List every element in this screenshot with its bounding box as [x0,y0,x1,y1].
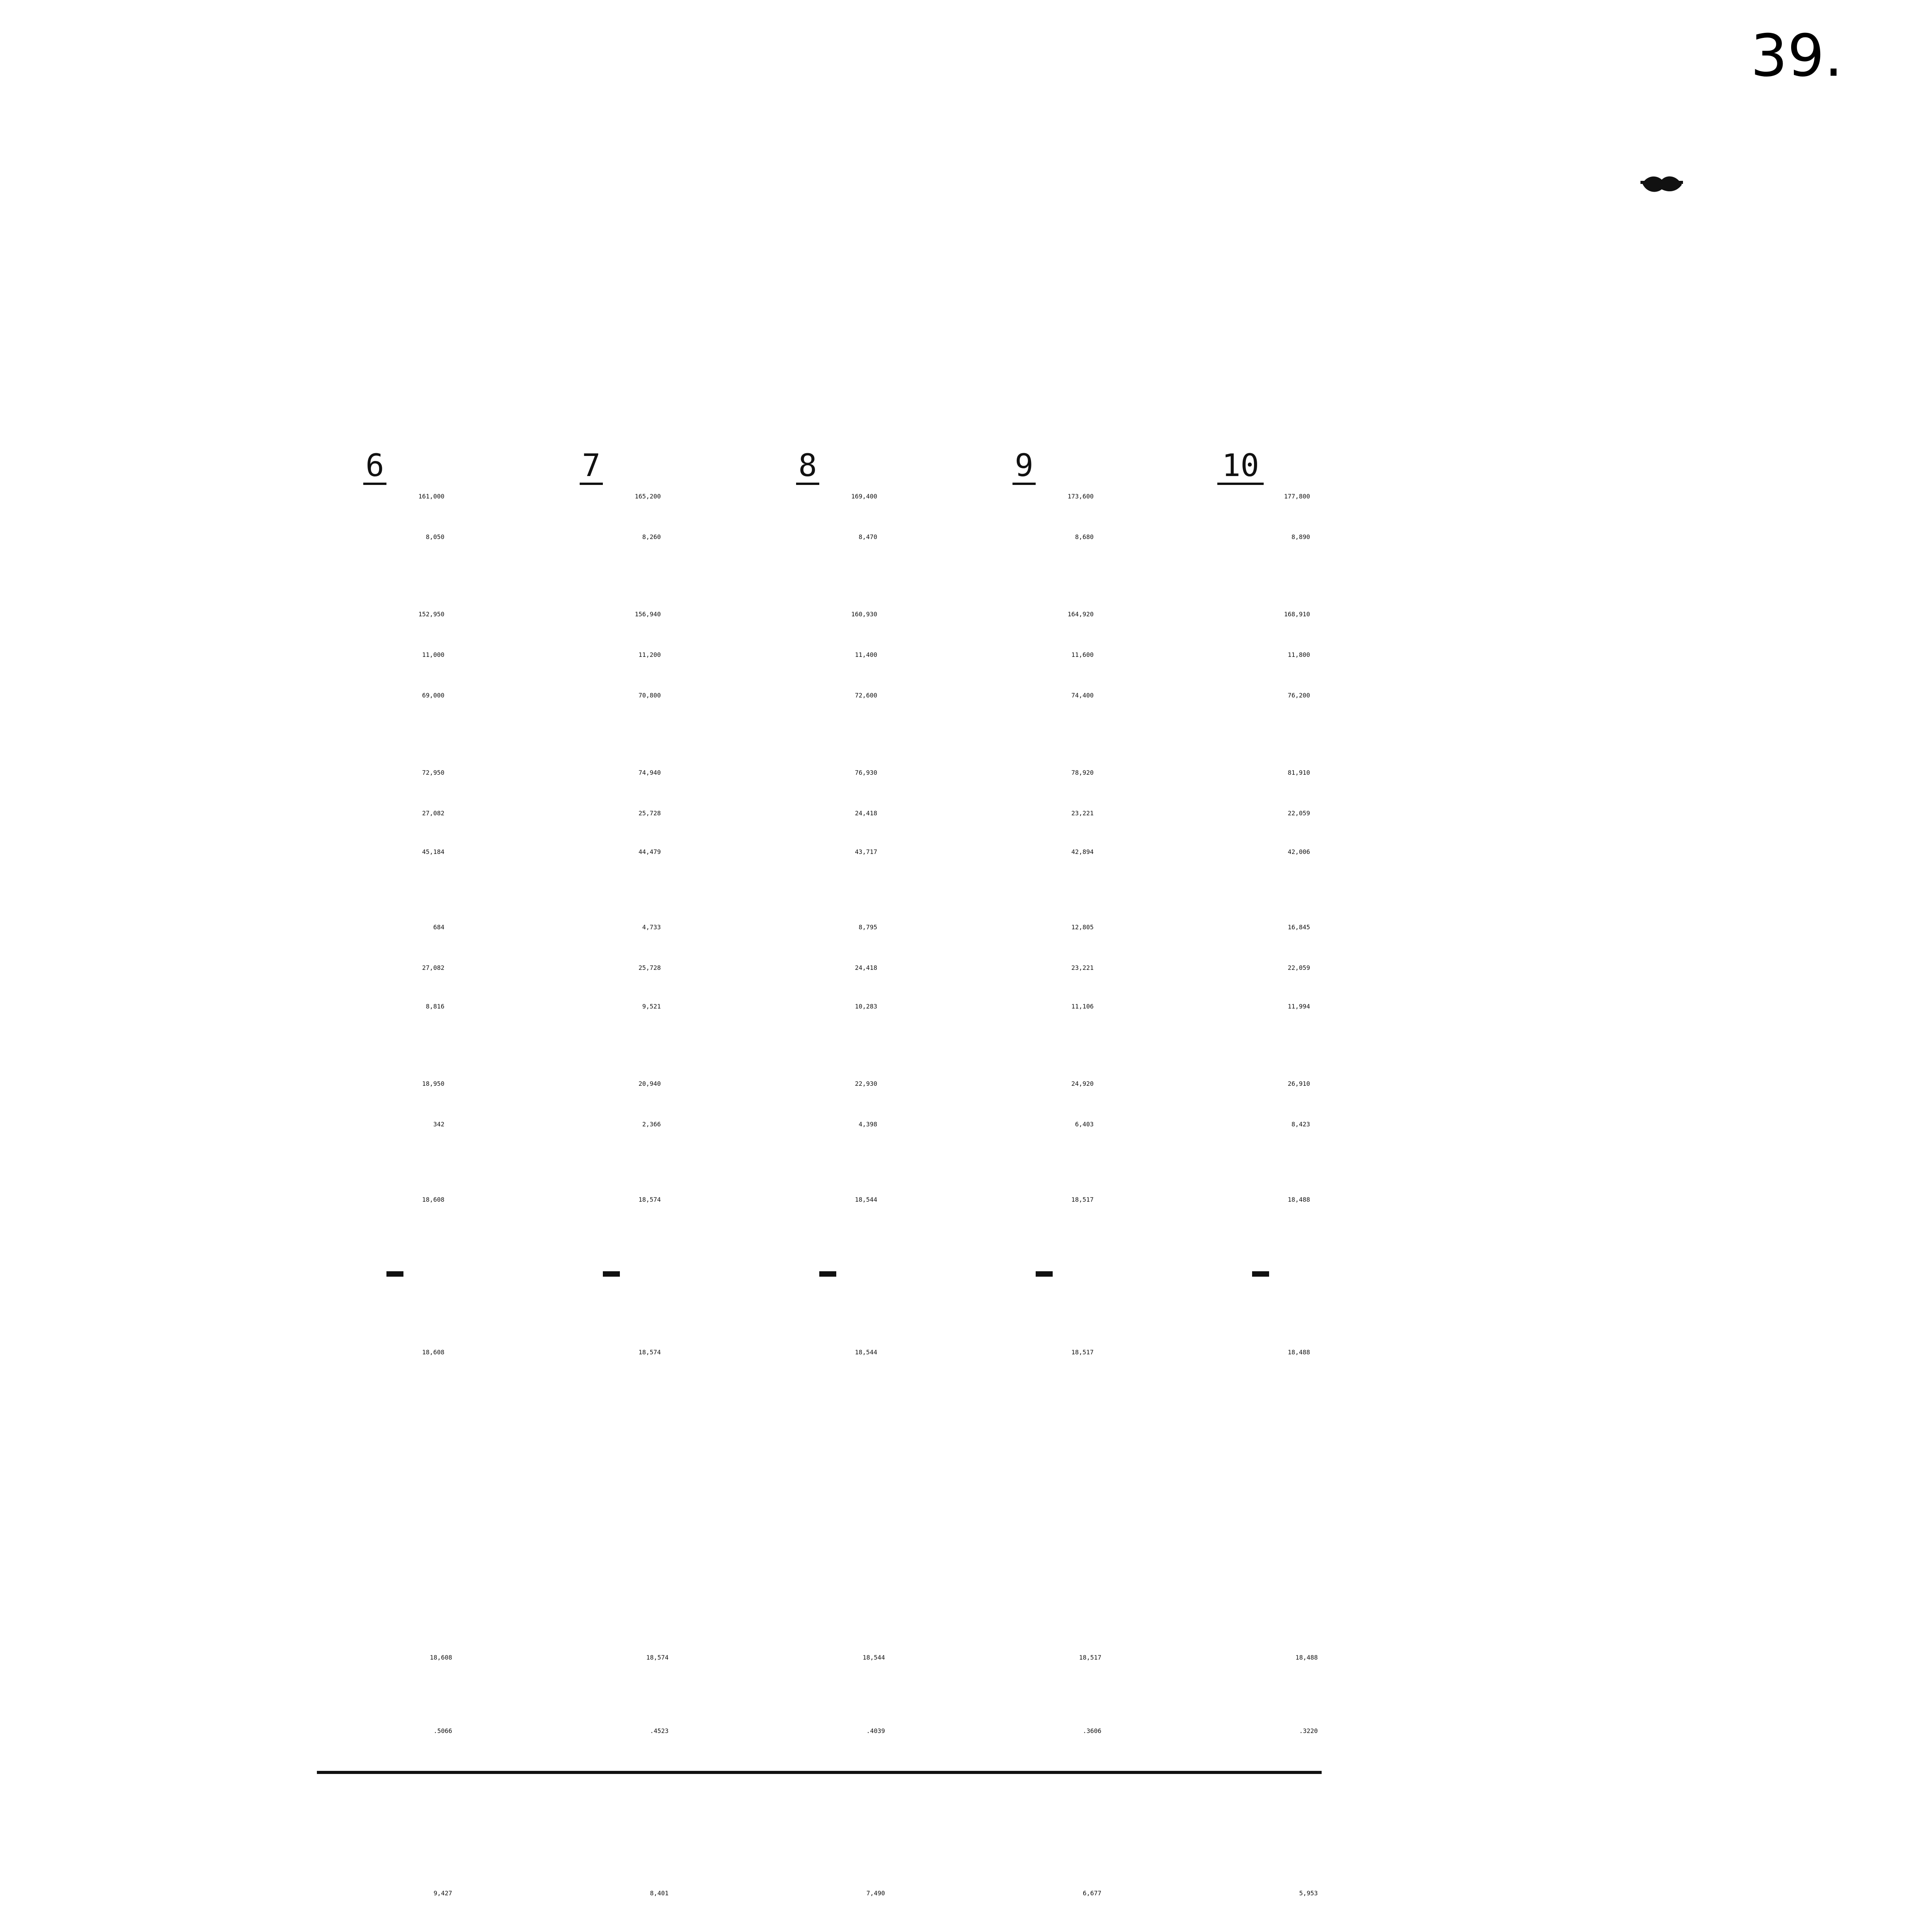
table-cell: 18,488 [1288,1196,1310,1203]
table-cell: 18,574 [638,1349,661,1356]
table-cell: 25,728 [638,964,661,971]
table-cell: 160,930 [851,611,877,618]
table-cell: 8,890 [1291,533,1310,541]
table-cell: 78,920 [1071,769,1094,776]
table-cell: 9,427 [433,1889,452,1897]
table-cell: 156,940 [635,611,661,618]
table-cell: 11,800 [1288,651,1310,658]
table-cell: 27,082 [422,810,444,817]
table-cell: 18,950 [422,1080,444,1087]
table-cell: 24,920 [1071,1080,1094,1087]
table-cell: 4,398 [858,1121,877,1128]
table-cell: .3220 [1299,1727,1318,1735]
table-cell: 173,600 [1067,493,1094,500]
page-number: 39. [1751,22,1843,90]
table-cell: 684 [433,923,444,931]
table-cell: 18,517 [1071,1349,1094,1356]
table-cell: .5066 [433,1727,452,1735]
table-cell: 76,930 [855,769,877,776]
table-cell: 24,418 [855,810,877,817]
nil-dash [603,1271,620,1277]
table-cell: 152,950 [418,611,444,618]
total-underline [317,1771,1322,1774]
table-cell: 11,000 [422,651,444,658]
nil-dash [386,1271,403,1277]
column-header-9 [1012,447,1036,485]
table-cell: 165,200 [635,493,661,500]
table-cell: 72,600 [855,692,877,699]
table-cell: 20,940 [638,1080,661,1087]
table-cell: 74,940 [638,769,661,776]
table-cell: 43,717 [855,848,877,855]
table-cell: 8,050 [425,533,444,541]
table-cell: 25,728 [638,810,661,817]
table-cell: 8,680 [1075,533,1094,541]
table-cell: 11,106 [1071,1003,1094,1010]
column-header-6 [363,447,386,485]
table-cell: .3606 [1082,1727,1101,1735]
table-cell: 27,082 [422,964,444,971]
table-cell: 5,953 [1299,1889,1318,1897]
table-cell: .4523 [650,1727,669,1735]
table-cell: 177,800 [1284,493,1310,500]
column-header-label: 9 [1014,447,1034,483]
table-cell: 18,574 [646,1654,669,1661]
table-cell: 81,910 [1288,769,1310,776]
table-cell: 42,894 [1071,848,1094,855]
table-cell: 22,930 [855,1080,877,1087]
table-cell: 8,401 [650,1889,669,1897]
table-cell: 6,677 [1082,1889,1101,1897]
table-cell: 164,920 [1067,611,1094,618]
table-cell: 161,000 [418,493,444,500]
table-cell: 11,200 [638,651,661,658]
table-cell: 18,488 [1295,1654,1318,1661]
table-cell: 11,994 [1288,1003,1310,1010]
table-cell: 45,184 [422,848,444,855]
table-cell: 168,910 [1284,611,1310,618]
column-header-label: 6 [365,447,385,483]
table-cell: 8,423 [1291,1121,1310,1128]
ink-smudge-mark [1639,170,1685,197]
table-cell: 42,006 [1288,848,1310,855]
table-cell: 18,608 [430,1654,452,1661]
table-cell: 18,517 [1079,1654,1101,1661]
column-header-label: 7 [582,447,601,483]
table-cell: 7,490 [866,1889,885,1897]
column-header-label: 8 [798,447,817,483]
table-cell: 18,544 [863,1654,885,1661]
table-cell: 8,260 [642,533,661,541]
table-cell: 22,059 [1288,810,1310,817]
table-cell: 24,418 [855,964,877,971]
table-cell: 8,470 [858,533,877,541]
table-cell: 18,488 [1288,1349,1310,1356]
table-cell: 11,400 [855,651,877,658]
table-cell: 11,600 [1071,651,1094,658]
table-cell: 69,000 [422,692,444,699]
table-cell: 23,221 [1071,810,1094,817]
nil-dash [819,1271,836,1277]
table-cell: 169,400 [851,493,877,500]
table-cell: 2,366 [642,1121,661,1128]
table-cell: 26,910 [1288,1080,1310,1087]
column-header-8 [796,447,819,485]
column-header-label: 10 [1222,447,1259,483]
table-cell: 22,059 [1288,964,1310,971]
table-cell: 18,544 [855,1349,877,1356]
table-cell: 9,521 [642,1003,661,1010]
table-cell: .4039 [866,1727,885,1735]
table-cell: 18,608 [422,1196,444,1203]
table-cell: 16,845 [1288,923,1310,931]
table-cell: 18,544 [855,1196,877,1203]
table-cell: 342 [433,1121,444,1128]
table-cell: 74,400 [1071,692,1094,699]
nil-dash [1252,1271,1269,1277]
column-header-10 [1217,447,1264,485]
table-cell: 23,221 [1071,964,1094,971]
table-cell: 18,517 [1071,1196,1094,1203]
table-cell: 8,816 [425,1003,444,1010]
table-cell: 18,574 [638,1196,661,1203]
table-cell: 12,805 [1071,923,1094,931]
table-cell: 72,950 [422,769,444,776]
table-cell: 10,283 [855,1003,877,1010]
table-cell: 44,479 [638,848,661,855]
table-cell: 76,200 [1288,692,1310,699]
table-cell: 18,608 [422,1349,444,1356]
nil-dash [1036,1271,1053,1277]
table-cell: 8,795 [858,923,877,931]
table-cell: 6,403 [1075,1121,1094,1128]
column-header-7 [580,447,603,485]
table-cell: 70,800 [638,692,661,699]
table-cell: 4,733 [642,923,661,931]
